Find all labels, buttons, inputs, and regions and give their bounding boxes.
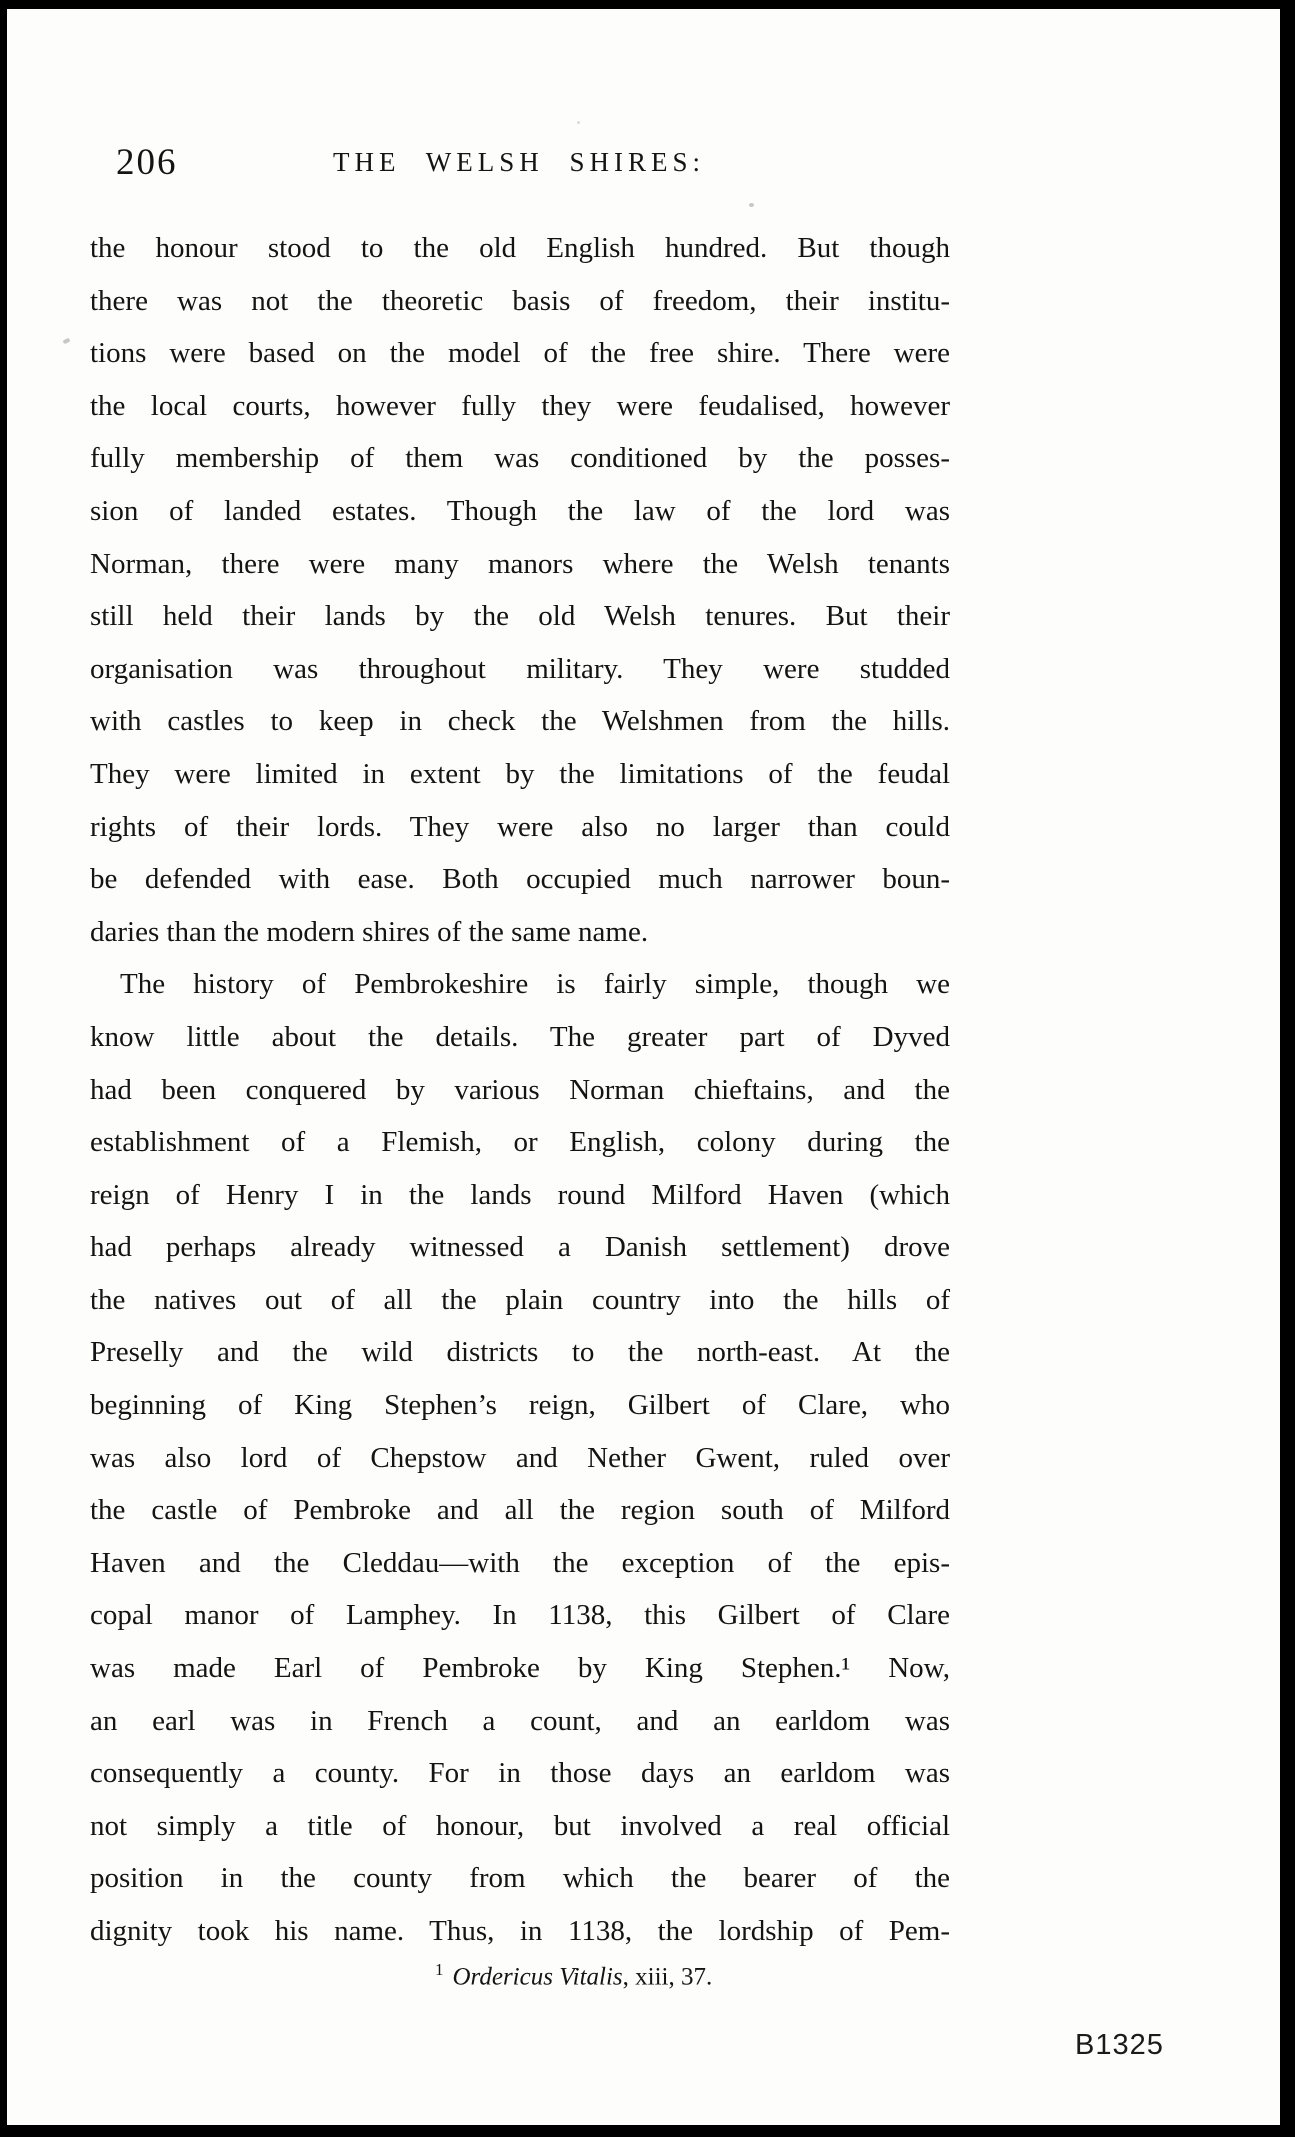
text-line: still held their lands by the old Welsh tenures. But their bbox=[90, 600, 950, 633]
text-line: reign of Henry I in the lands round Milford Haven (which bbox=[90, 1178, 950, 1211]
text-line: tions were based on the model of the free shire. There were bbox=[90, 337, 950, 370]
page-text bbox=[90, 222, 950, 1958]
text-line: dignity took his name. Thus, in 1138, the lordship of Pem- bbox=[90, 1915, 950, 1947]
text-line: the castle of Pembroke and all the region south of Milford bbox=[90, 1494, 950, 1527]
text-line: Norman, there were many manors where the Welsh tenants bbox=[90, 547, 950, 580]
text-line: was made Earl of Pembroke by King Stephen.¹ Now, bbox=[90, 1652, 950, 1685]
scan-speck bbox=[62, 338, 70, 345]
text-line: daries than the modern shires of the same name. bbox=[90, 915, 649, 948]
text-line: Preselly and the wild districts to the north-east. At the bbox=[90, 1336, 950, 1369]
text-line: fully membership of them was conditioned by the posses- bbox=[90, 442, 950, 475]
page-header bbox=[90, 139, 948, 183]
text-line: rights of their lords. They were also no larger than could bbox=[90, 810, 950, 843]
text-line: the local courts, however fully they were feudalised, however bbox=[90, 389, 950, 422]
text-line: establishment of a Flemish, or English, colony during the bbox=[90, 1126, 950, 1159]
text-line: Haven and the Cleddau—with the exception of the epis- bbox=[90, 1546, 950, 1579]
text-line: know little about the details. The greater part of Dyved bbox=[90, 1020, 950, 1053]
text-line: the natives out of all the plain country into the hills of bbox=[90, 1283, 950, 1316]
text-line: consequently a county. For in those days an earldom was bbox=[90, 1757, 950, 1790]
text-line: an earl was in French a count, and an earldom was bbox=[90, 1704, 950, 1737]
text-line: beginning of King Stephen’s reign, Gilbert of Clare, who bbox=[90, 1389, 950, 1422]
text-line: sion of landed estates. Though the law of the lord was bbox=[90, 494, 950, 527]
scan-speck bbox=[749, 203, 754, 207]
text-line: The history of Pembrokeshire is fairly simple, though we bbox=[120, 968, 950, 1001]
page-number: 206 bbox=[116, 142, 178, 183]
catalog-stamp: B1325 bbox=[1075, 2029, 1164, 2061]
text-line: with castles to keep in check the Welshmen from the hills. bbox=[90, 705, 950, 738]
footnote-marker: 1 bbox=[435, 1960, 444, 1979]
running-header: THE WELSH SHIRES: bbox=[332, 147, 705, 177]
text-line: had perhaps already witnessed a Danish settlement) drove bbox=[90, 1231, 950, 1264]
footnote-source: Ordericus Vitalis bbox=[452, 1963, 623, 1991]
text-line: position in the county from which the bearer of the bbox=[90, 1862, 950, 1895]
footnote bbox=[435, 1960, 712, 1991]
paragraph-2 bbox=[90, 958, 950, 1957]
text-line: They were limited in extent by the limitations of the feudal bbox=[90, 757, 950, 790]
text-line: the honour stood to the old English hundred. But though bbox=[90, 232, 950, 264]
text-line: organisation was throughout military. They were studded bbox=[90, 652, 950, 685]
scan-speck bbox=[577, 121, 580, 124]
text-line: there was not the theoretic basis of freedom, their institu- bbox=[90, 284, 950, 317]
paragraph-1 bbox=[90, 222, 950, 958]
footnote-citation: , xiii, 37. bbox=[622, 1963, 713, 1991]
text-line: had been conquered by various Norman chieftains, and the bbox=[90, 1073, 950, 1106]
text-line: not simply a title of honour, but involved a real official bbox=[90, 1809, 950, 1842]
text-line: be defended with ease. Both occupied much narrower boun- bbox=[90, 863, 950, 896]
text-line: was also lord of Chepstow and Nether Gwent, ruled over bbox=[90, 1441, 950, 1474]
text-line: copal manor of Lamphey. In 1138, this Gilbert of Clare bbox=[90, 1599, 950, 1632]
